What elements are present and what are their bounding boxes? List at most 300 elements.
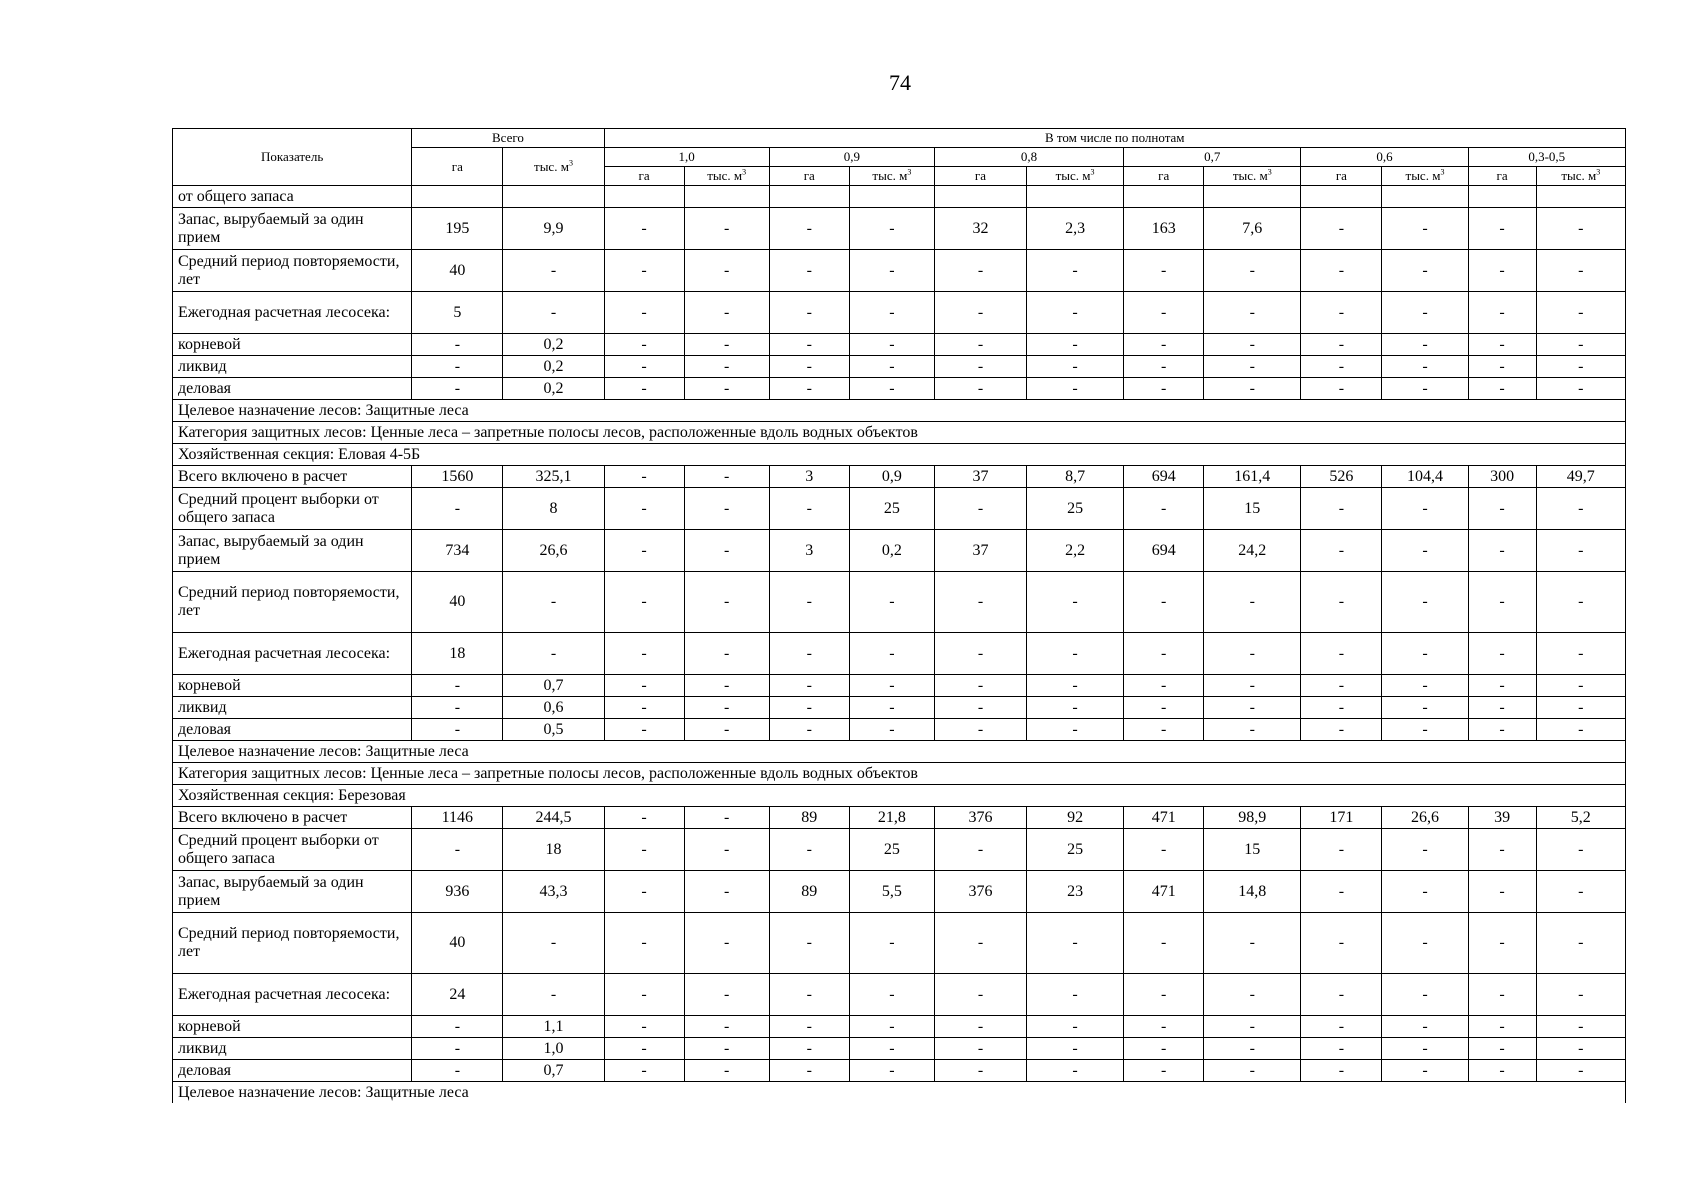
table-cell: -	[684, 807, 769, 829]
table-cell: -	[1301, 572, 1382, 633]
table-cell: -	[1536, 697, 1625, 719]
table-cell: -	[1382, 974, 1468, 1016]
table-cell: -	[849, 719, 934, 741]
section-row	[173, 785, 1626, 807]
table-cell: -	[1301, 488, 1382, 530]
table-cell: -	[934, 488, 1026, 530]
section-heading: Категория защитных лесов: Ценные леса – запретные полосы лесов, расположенные вдоль водных объектов	[173, 763, 1626, 785]
table-cell: -	[1468, 719, 1536, 741]
table-cell: -	[1382, 356, 1468, 378]
table-cell: -	[1382, 829, 1468, 871]
table-cell: -	[604, 292, 684, 334]
table-cell: 25	[1027, 829, 1124, 871]
table-cell: 376	[934, 871, 1026, 913]
table-cell: 18	[503, 829, 604, 871]
table-cell: -	[1536, 1038, 1625, 1060]
header-density-thousand-m3	[1536, 167, 1625, 186]
table-cell: -	[1468, 1038, 1536, 1060]
table-cell: -	[1382, 488, 1468, 530]
table-cell: -	[412, 378, 503, 400]
table-cell: -	[1301, 1038, 1382, 1060]
table-cell: -	[1536, 633, 1625, 675]
table-cell: -	[1536, 488, 1625, 530]
table-cell	[684, 186, 769, 208]
table-row	[173, 356, 1626, 378]
table-cell: -	[769, 974, 849, 1016]
table-cell: 98,9	[1204, 807, 1301, 829]
table-cell: 0,2	[503, 334, 604, 356]
row-label: ликвид	[173, 697, 412, 719]
table-cell: -	[1124, 1060, 1204, 1082]
table-cell: 0,2	[849, 530, 934, 572]
table-cell: 526	[1301, 466, 1382, 488]
table-cell: 15	[1204, 488, 1301, 530]
table-cell	[769, 186, 849, 208]
table-cell: -	[769, 913, 849, 974]
table-cell: 3	[769, 530, 849, 572]
table-cell: -	[1027, 356, 1124, 378]
unit-ha-text: га	[803, 168, 815, 183]
table-cell: -	[1382, 378, 1468, 400]
table-cell: -	[604, 466, 684, 488]
table-cell: -	[849, 1038, 934, 1060]
table-cell: -	[684, 1016, 769, 1038]
table-cell: -	[1301, 633, 1382, 675]
row-label: Средний период повторяемости, лет	[173, 572, 412, 633]
table-row	[173, 250, 1626, 292]
table-cell: 8,7	[1027, 466, 1124, 488]
table-cell: -	[684, 356, 769, 378]
table-row	[173, 974, 1626, 1016]
table-cell: -	[503, 572, 604, 633]
unit-thousand-m3-text: тыс. м	[1055, 168, 1091, 183]
table-cell: -	[1468, 572, 1536, 633]
table-cell: -	[1301, 356, 1382, 378]
table-cell: -	[684, 466, 769, 488]
table-cell: -	[849, 974, 934, 1016]
section-row	[173, 422, 1626, 444]
unit-superscript: 3	[1596, 167, 1601, 177]
table-cell: -	[1204, 250, 1301, 292]
header-total-ha	[412, 148, 503, 186]
table-cell: -	[1204, 974, 1301, 1016]
table-cell: -	[1382, 697, 1468, 719]
row-label: Запас, вырубаемый за один прием	[173, 871, 412, 913]
table-cell: -	[1027, 675, 1124, 697]
section-heading: Целевое назначение лесов: Защитные леса	[173, 1082, 1626, 1104]
table-row	[173, 186, 1626, 208]
unit-superscript: 3	[1440, 167, 1445, 177]
row-label: Ежегодная расчетная лесосека:	[173, 633, 412, 675]
table-cell: -	[412, 1060, 503, 1082]
table-row	[173, 378, 1626, 400]
table-cell	[1204, 186, 1301, 208]
table-cell: -	[1301, 829, 1382, 871]
table-cell: -	[1382, 1060, 1468, 1082]
row-label: корневой	[173, 334, 412, 356]
table-cell: 24,2	[1204, 530, 1301, 572]
table-cell: -	[1124, 356, 1204, 378]
table-cell: -	[934, 913, 1026, 974]
unit-ha-text: га	[638, 168, 650, 183]
unit-ha-text: га	[1335, 168, 1347, 183]
table-cell: -	[934, 1060, 1026, 1082]
table-cell: -	[1124, 1016, 1204, 1038]
table-cell: -	[1301, 1016, 1382, 1038]
header-by-density: В том числе по полнотам	[604, 129, 1625, 148]
table-cell: -	[1124, 334, 1204, 356]
table-cell: -	[1468, 488, 1536, 530]
table-cell: -	[934, 697, 1026, 719]
table-cell: -	[604, 974, 684, 1016]
table-cell: -	[934, 292, 1026, 334]
table-cell: -	[1124, 719, 1204, 741]
unit-ha-text: га	[1496, 168, 1508, 183]
table-cell: -	[684, 250, 769, 292]
unit-thousand-m3-text: тыс. м	[1561, 168, 1597, 183]
table-cell: -	[1204, 719, 1301, 741]
table-cell: -	[1027, 1038, 1124, 1060]
table-cell: 49,7	[1536, 466, 1625, 488]
header-total: Всего	[412, 129, 604, 148]
table-cell: 104,4	[1382, 466, 1468, 488]
table-cell: -	[604, 572, 684, 633]
table-cell: -	[1124, 633, 1204, 675]
section-row	[173, 763, 1626, 785]
table-cell: 3	[769, 466, 849, 488]
table-cell: -	[849, 292, 934, 334]
row-label: Всего включено в расчет	[173, 807, 412, 829]
table-cell: 5	[412, 292, 503, 334]
table-cell: -	[769, 633, 849, 675]
table-cell: 0,9	[849, 466, 934, 488]
table-cell: -	[1204, 292, 1301, 334]
row-label: корневой	[173, 1016, 412, 1038]
row-label: Запас, вырубаемый за один прием	[173, 208, 412, 250]
table-cell: -	[604, 675, 684, 697]
table-cell: -	[412, 334, 503, 356]
table-cell: -	[1301, 530, 1382, 572]
table-cell: -	[684, 208, 769, 250]
unit-thousand-m3-text: тыс. м	[707, 168, 743, 183]
table-cell: 92	[1027, 807, 1124, 829]
table-cell: -	[934, 675, 1026, 697]
table-cell: -	[1124, 378, 1204, 400]
table-cell: -	[1301, 871, 1382, 913]
table-cell: 43,3	[503, 871, 604, 913]
table-cell: -	[604, 871, 684, 913]
table-cell: -	[1124, 1038, 1204, 1060]
table-cell: -	[1468, 356, 1536, 378]
row-label: Запас, вырубаемый за один прием	[173, 530, 412, 572]
table-cell: -	[1468, 633, 1536, 675]
table-cell: -	[1124, 697, 1204, 719]
section-heading: Целевое назначение лесов: Защитные леса	[173, 741, 1626, 763]
table-cell: -	[1204, 356, 1301, 378]
table-cell: -	[934, 719, 1026, 741]
table-cell: -	[849, 633, 934, 675]
table-cell: -	[1536, 334, 1625, 356]
table-cell: -	[1027, 974, 1124, 1016]
table-cell: -	[604, 1038, 684, 1060]
unit-thousand-m3-text: тыс. м	[1405, 168, 1441, 183]
table-cell: -	[684, 871, 769, 913]
table-cell: -	[1536, 208, 1625, 250]
table-cell: -	[604, 488, 684, 530]
table-cell: -	[1301, 250, 1382, 292]
table-cell: -	[1204, 913, 1301, 974]
table-cell: -	[684, 675, 769, 697]
table-cell: -	[1536, 292, 1625, 334]
table-row	[173, 1016, 1626, 1038]
header-density-ha	[1301, 167, 1382, 186]
table-cell: 300	[1468, 466, 1536, 488]
table-cell: -	[412, 829, 503, 871]
table-row	[173, 488, 1626, 530]
header-density: 0,7	[1124, 148, 1301, 167]
table-cell: -	[1382, 719, 1468, 741]
table-cell: 694	[1124, 466, 1204, 488]
table-cell: -	[684, 1060, 769, 1082]
table-cell: -	[1382, 871, 1468, 913]
table-cell: -	[604, 697, 684, 719]
table-cell: -	[1468, 1016, 1536, 1038]
table-cell: -	[769, 1016, 849, 1038]
header-density-ha	[1124, 167, 1204, 186]
table-cell	[412, 186, 503, 208]
table-cell: -	[1027, 1060, 1124, 1082]
row-label: ликвид	[173, 1038, 412, 1060]
table-cell: -	[849, 208, 934, 250]
table-cell: -	[1301, 1060, 1382, 1082]
table-body	[173, 186, 1626, 1104]
table-cell: -	[769, 675, 849, 697]
table-cell: -	[1204, 675, 1301, 697]
table-cell: -	[1382, 572, 1468, 633]
table-cell: 0,2	[503, 378, 604, 400]
table-cell: -	[1124, 675, 1204, 697]
table-cell: -	[1468, 697, 1536, 719]
unit-ha-text: га	[974, 168, 987, 183]
row-label: деловая	[173, 1060, 412, 1082]
row-label: Средний процент выборки от общего запаса	[173, 488, 412, 530]
table-cell: -	[1204, 1060, 1301, 1082]
unit-ha-text: га	[1158, 168, 1170, 183]
row-label: ликвид	[173, 356, 412, 378]
table-cell: -	[1382, 530, 1468, 572]
table-cell: -	[769, 1060, 849, 1082]
table-cell: 25	[849, 829, 934, 871]
table-cell: -	[1027, 633, 1124, 675]
table-cell: -	[1536, 871, 1625, 913]
table-cell: 0,6	[503, 697, 604, 719]
table-cell: -	[934, 572, 1026, 633]
unit-thousand-m3-text: тыс. м	[534, 158, 569, 174]
table-cell: -	[1536, 1060, 1625, 1082]
table-cell: -	[684, 633, 769, 675]
table-cell: 171	[1301, 807, 1382, 829]
table-cell: -	[1301, 719, 1382, 741]
table-cell: -	[1124, 913, 1204, 974]
table-cell: -	[1204, 633, 1301, 675]
table-cell: -	[769, 829, 849, 871]
table-cell: -	[1204, 1038, 1301, 1060]
table-cell: 694	[1124, 530, 1204, 572]
table-cell: -	[934, 974, 1026, 1016]
table-cell: -	[1124, 488, 1204, 530]
row-label: Средний период повторяемости, лет	[173, 913, 412, 974]
section-row	[173, 1082, 1626, 1104]
table-cell: -	[769, 488, 849, 530]
table-cell: -	[1124, 974, 1204, 1016]
table-cell: 471	[1124, 871, 1204, 913]
table-cell: -	[1027, 378, 1124, 400]
table-cell: -	[934, 1016, 1026, 1038]
table-row	[173, 697, 1626, 719]
table-cell: -	[769, 719, 849, 741]
table-cell: -	[684, 913, 769, 974]
unit-thousand-m3-text: тыс. м	[872, 168, 908, 183]
unit-thousand-m3-text: тыс. м	[1232, 168, 1268, 183]
table-cell: -	[1204, 334, 1301, 356]
header-indicator: Показатель	[173, 129, 412, 186]
table-cell: 5,5	[849, 871, 934, 913]
header-density-ha	[604, 167, 684, 186]
table-cell: -	[412, 697, 503, 719]
table-cell: 9,9	[503, 208, 604, 250]
table-row	[173, 334, 1626, 356]
table-row	[173, 208, 1626, 250]
table-cell: -	[604, 829, 684, 871]
table-cell: 26,6	[503, 530, 604, 572]
row-label: Ежегодная расчетная лесосека:	[173, 974, 412, 1016]
table-cell: -	[1027, 697, 1124, 719]
table-cell: -	[1204, 1016, 1301, 1038]
table-cell: -	[849, 675, 934, 697]
section-heading: Хозяйственная секция: Еловая 4-5Б	[173, 444, 1626, 466]
table-row	[173, 572, 1626, 633]
table-cell: -	[604, 719, 684, 741]
row-label: деловая	[173, 719, 412, 741]
table-cell: -	[1536, 356, 1625, 378]
table-cell: -	[1124, 292, 1204, 334]
table-cell: -	[1027, 572, 1124, 633]
table-cell: -	[769, 572, 849, 633]
section-row	[173, 400, 1626, 422]
table-cell: -	[684, 829, 769, 871]
table-row	[173, 829, 1626, 871]
table-cell: -	[1124, 829, 1204, 871]
table-cell: -	[604, 633, 684, 675]
table-cell: 5,2	[1536, 807, 1625, 829]
table-cell: -	[849, 378, 934, 400]
header-density: 0,9	[769, 148, 934, 167]
header-density-thousand-m3	[1204, 167, 1301, 186]
table-cell: -	[1536, 530, 1625, 572]
table-cell: 37	[934, 530, 1026, 572]
table-cell: -	[1468, 334, 1536, 356]
table-cell: -	[1382, 1038, 1468, 1060]
table-cell: -	[1468, 829, 1536, 871]
table-cell: -	[934, 356, 1026, 378]
unit-superscript: 3	[742, 167, 747, 177]
header-density-thousand-m3	[684, 167, 769, 186]
row-label: Ежегодная расчетная лесосека:	[173, 292, 412, 334]
unit-superscript: 3	[1090, 167, 1095, 177]
table-cell: -	[1536, 974, 1625, 1016]
table-cell: -	[769, 208, 849, 250]
header-density-thousand-m3	[849, 167, 934, 186]
unit-superscript: 3	[907, 167, 912, 177]
table-cell: -	[604, 334, 684, 356]
table-cell: -	[412, 1016, 503, 1038]
table-cell: 1,1	[503, 1016, 604, 1038]
table-cell: -	[604, 1060, 684, 1082]
table-cell: 7,6	[1204, 208, 1301, 250]
unit-ha-text: га	[451, 158, 463, 174]
table-cell: 25	[1027, 488, 1124, 530]
table-cell: 21,8	[849, 807, 934, 829]
table-cell: -	[1536, 719, 1625, 741]
header-density: 0,8	[934, 148, 1123, 167]
table-cell: -	[604, 356, 684, 378]
table-cell	[1027, 186, 1124, 208]
table-cell: -	[1301, 208, 1382, 250]
table-cell: -	[934, 378, 1026, 400]
table-cell: -	[1301, 913, 1382, 974]
table-cell	[1536, 186, 1625, 208]
table-cell: 26,6	[1382, 807, 1468, 829]
table-cell: -	[769, 697, 849, 719]
table-cell: -	[849, 572, 934, 633]
table-cell: 936	[412, 871, 503, 913]
table-cell: -	[1536, 378, 1625, 400]
table-cell: -	[1468, 292, 1536, 334]
table-cell: -	[1382, 633, 1468, 675]
table-cell: -	[1204, 572, 1301, 633]
table-cell: 734	[412, 530, 503, 572]
table-cell: -	[934, 829, 1026, 871]
table-cell: 195	[412, 208, 503, 250]
table-cell: -	[604, 807, 684, 829]
table-cell: 89	[769, 807, 849, 829]
table-cell: -	[684, 572, 769, 633]
table-header	[173, 129, 1626, 186]
header-density-ha	[934, 167, 1026, 186]
table-cell	[503, 186, 604, 208]
table-cell: -	[503, 250, 604, 292]
table-row	[173, 913, 1626, 974]
unit-superscript: 3	[1267, 167, 1272, 177]
table-cell: -	[604, 250, 684, 292]
table-row	[173, 675, 1626, 697]
table-cell: 1,0	[503, 1038, 604, 1060]
table-cell: -	[1382, 250, 1468, 292]
table-cell: -	[412, 719, 503, 741]
table-cell: -	[684, 1038, 769, 1060]
table-cell: -	[1468, 871, 1536, 913]
table-cell: -	[1027, 913, 1124, 974]
table-cell: -	[769, 250, 849, 292]
page-number: 74	[889, 70, 911, 95]
table-cell	[934, 186, 1026, 208]
table-cell: -	[503, 633, 604, 675]
forest-harvest-table	[172, 128, 1626, 1103]
section-row	[173, 741, 1626, 763]
table-cell: 0,7	[503, 1060, 604, 1082]
table-cell: -	[604, 1016, 684, 1038]
table-cell: -	[1536, 675, 1625, 697]
